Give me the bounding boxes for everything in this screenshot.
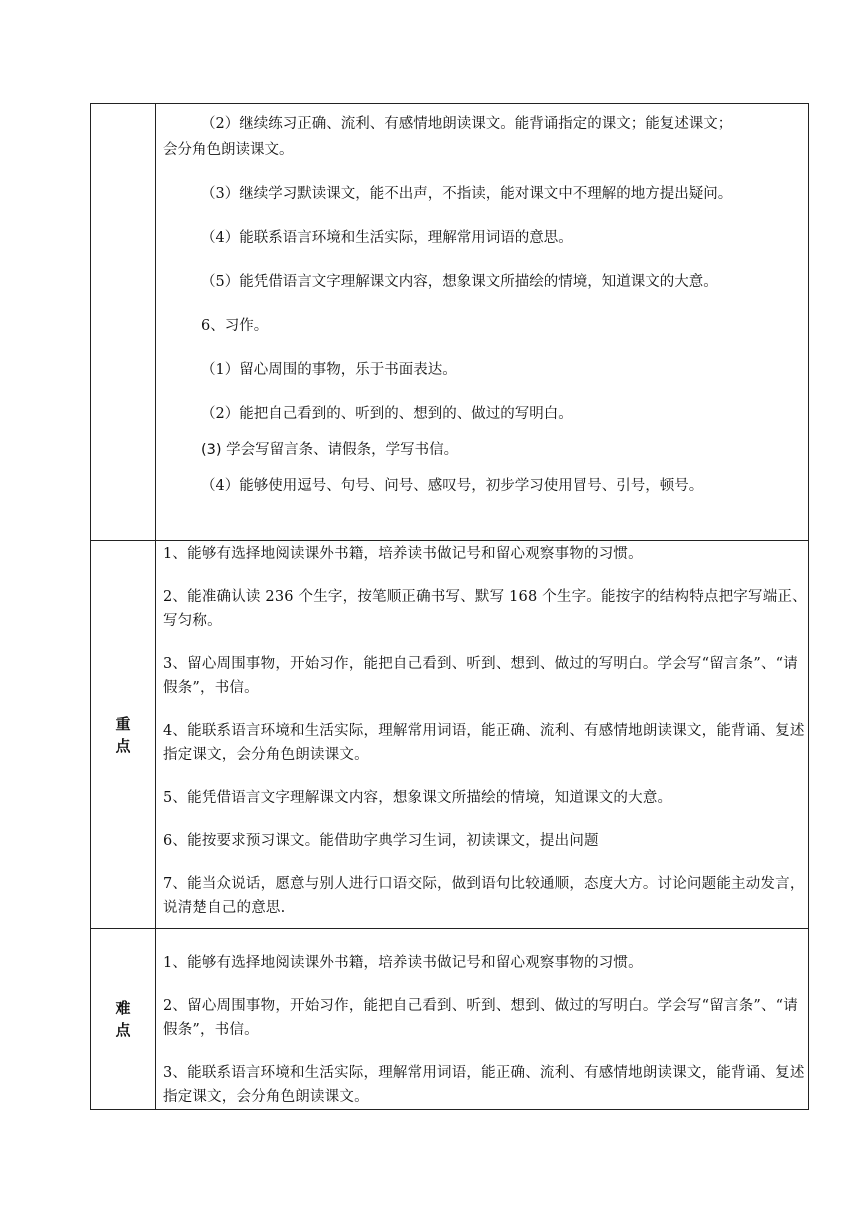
list-item: (3) 学会写留言条、请假条，学写书信。: [201, 442, 459, 458]
list-item: 7、能当众说话，愿意与别人进行口语交际，做到语句比较通顺，态度大方。讨论问题能主动发言，说清楚自己的意思.: [163, 876, 805, 916]
list-item: （2）继续练习正确、流利、有感情地朗读课文。能背诵指定的课文；能复述课文；: [201, 116, 733, 132]
list-item: 2、能准确认读 236 个生字，按笔顺正确书写、默写 168 个生字。能按字的结构特点把字写端正、写匀称。: [163, 589, 807, 629]
list-item: （4）能联系语言环境和生活实际，理解常用词语的意思。: [201, 230, 573, 246]
table-row: [91, 104, 809, 541]
list-item: 2、留心周围事物，开始习作，能把自己看到、听到、想到、做过的写明白。学会写“留言条”、“请假条”，书信。: [163, 998, 798, 1038]
list-item: （4）能够使用逗号、句号、问号、感叹号，初步学习使用冒号、引号，顿号。: [201, 478, 704, 494]
list-item: 5、能凭借语言文字理解课文内容，想象课文所描绘的情境，知道课文的大意。: [163, 790, 673, 806]
list-item: 1、能够有选择地阅读课外书籍，培养读书做记号和留心观察事物的习惯。: [163, 955, 643, 971]
difficult-points-cell: [156, 929, 809, 1110]
label-char: 重: [115, 714, 131, 733]
list-item: 6、能按要求预习课文。能借助字典学习生词，初读课文，提出问题: [163, 833, 599, 849]
table-row: [91, 541, 809, 929]
objectives-cell: [156, 104, 809, 541]
difficult-points-label: [91, 929, 156, 1110]
list-item: （1）留心周围的事物，乐于书面表达。: [201, 362, 457, 378]
curriculum-table: [90, 103, 809, 1110]
list-item: （2）能把自己看到的、听到的、想到的、做过的写明白。: [201, 406, 573, 422]
label-char: 难: [115, 999, 131, 1017]
list-item: 1、能够有选择地阅读课外书籍，培养读书做记号和留心观察事物的习惯。: [163, 546, 643, 562]
label-char: 点: [115, 1021, 131, 1039]
key-points-label: [91, 541, 156, 929]
section-heading: 6、习作。: [201, 318, 269, 334]
list-item: 4、能联系语言环境和生活实际，理解常用词语，能正确、流利、有感情地朗读课文，能背诵、复述指定课文，会分角色朗读课文。: [163, 723, 805, 763]
label-char: 点: [115, 736, 131, 755]
key-points-cell: [156, 541, 809, 929]
row-label-empty: [91, 104, 156, 541]
list-item: 3、能联系语言环境和生活实际，理解常用词语，能正确、流利、有感情地朗读课文，能背诵、复述指定课文，会分角色朗读课文。: [163, 1065, 805, 1105]
list-item: 会分角色朗读课文。: [163, 142, 294, 158]
list-item: （5）能凭借语言文字理解课文内容，想象课文所描绘的情境，知道课文的大意。: [201, 274, 718, 290]
list-item: 3、留心周围事物，开始习作，能把自己看到、听到、想到、做过的写明白。学会写“留言条”、“请假条”，书信。: [163, 656, 798, 696]
table-row: [91, 929, 809, 1110]
list-item: （3）继续学习默读课文，能不出声，不指读，能对课文中不理解的地方提出疑问。: [201, 186, 733, 202]
